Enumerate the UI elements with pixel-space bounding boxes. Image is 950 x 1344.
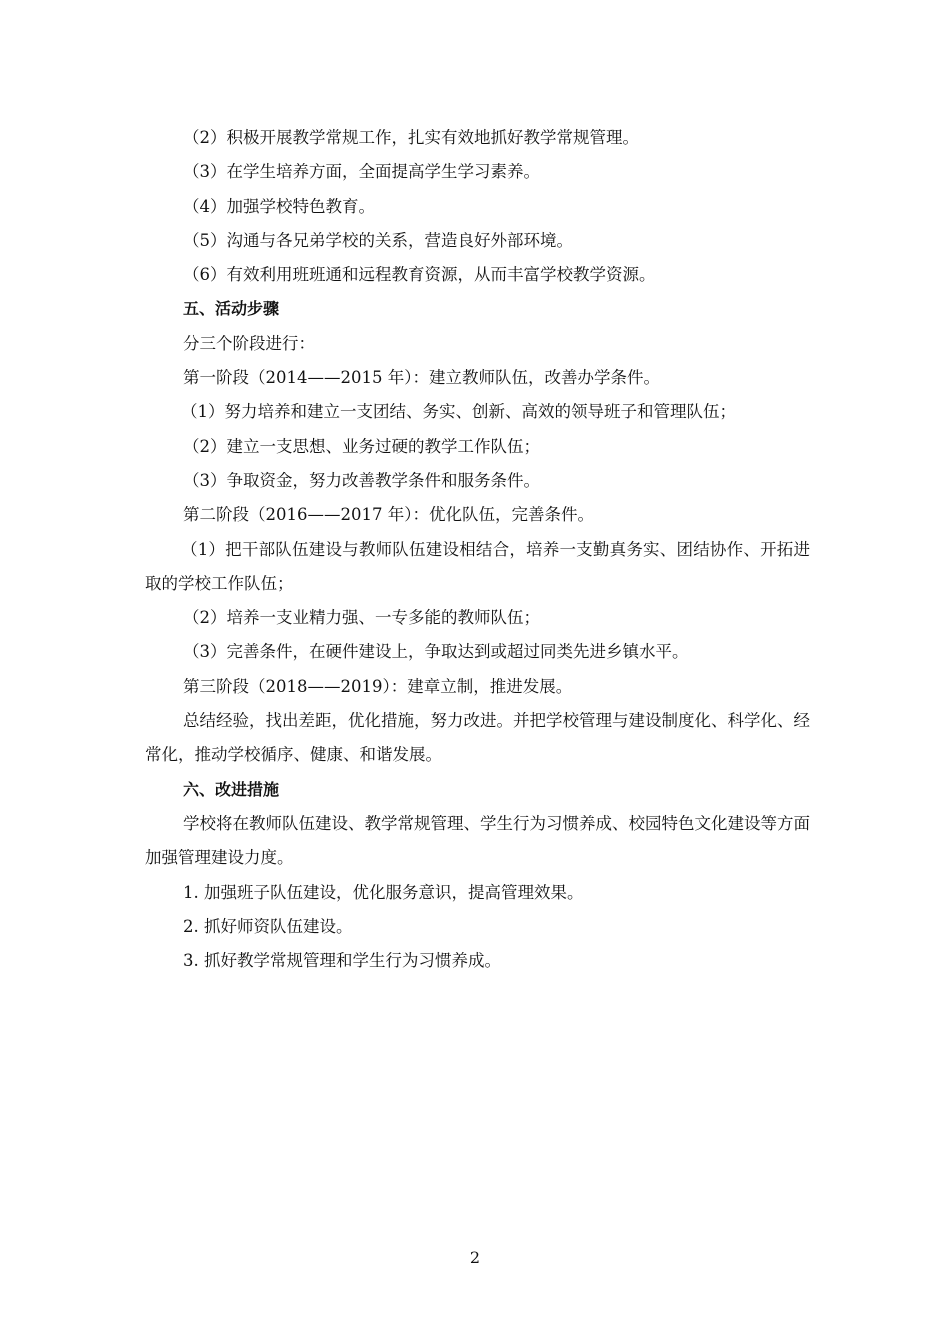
list-item: （5）沟通与各兄弟学校的关系，营造良好外部环境。 — [183, 230, 573, 250]
paragraph: 总结经验，找出差距，优化措施，努力改进。并把学校管理与建设制度化、科学化、经常化，推动学校循序、健康、和谐发展。 — [145, 711, 810, 765]
list-item: （3）在学生培养方面，全面提高学生学习素养。 — [183, 162, 540, 182]
stage-heading: 第三阶段（2018——2019）：建章立制，推进发展。 — [183, 676, 573, 696]
stage-heading: 第二阶段（2016——2017 年）：优化队伍，完善条件。 — [183, 505, 594, 525]
list-item: （1）努力培养和建立一支团结、务实、创新、高效的领导班子和管理队伍； — [181, 402, 736, 422]
list-item: 3. 抓好教学常规管理和学生行为习惯养成。 — [183, 951, 501, 971]
list-item: （2）建立一支思想、业务过硬的教学工作队伍； — [183, 436, 540, 456]
list-item: 2. 抓好师资队伍建设。 — [183, 916, 353, 936]
page-number: 2 — [469, 1248, 481, 1267]
section-heading: 六、改进措施 — [183, 779, 280, 799]
paragraph: 学校将在教师队伍建设、教学常规管理、学生行为习惯养成、校园特色文化建设等方面加强管理建设力度。 — [145, 813, 810, 868]
document-body — [145, 121, 810, 978]
list-item: 1. 加强班子队伍建设，优化服务意识，提高管理效果。 — [183, 882, 584, 902]
list-item: （2）培养一支业精力强、一专多能的教师队伍； — [183, 608, 540, 628]
list-item: （6）有效利用班班通和远程教育资源，从而丰富学校教学资源。 — [183, 265, 656, 285]
section-heading: 五、活动步骤 — [183, 299, 280, 319]
list-item: （4）加强学校特色教育。 — [183, 196, 375, 216]
paragraph: 分三个阶段进行： — [183, 333, 315, 353]
stage-heading: 第一阶段（2014——2015 年）：建立教师队伍，改善办学条件。 — [183, 368, 660, 388]
list-item: （2）积极开展教学常规工作，扎实有效地抓好教学常规管理。 — [183, 128, 639, 147]
list-item: （3）完善条件，在硬件建设上，争取达到或超过同类先进乡镇水平。 — [183, 642, 689, 662]
list-item: （1）把干部队伍建设与教师队伍建设相结合，培养一支勤真务实、团结协作、开拓进取的学校工作队伍； — [145, 539, 810, 593]
list-item: （3）争取资金，努力改善教学条件和服务条件。 — [183, 470, 540, 490]
